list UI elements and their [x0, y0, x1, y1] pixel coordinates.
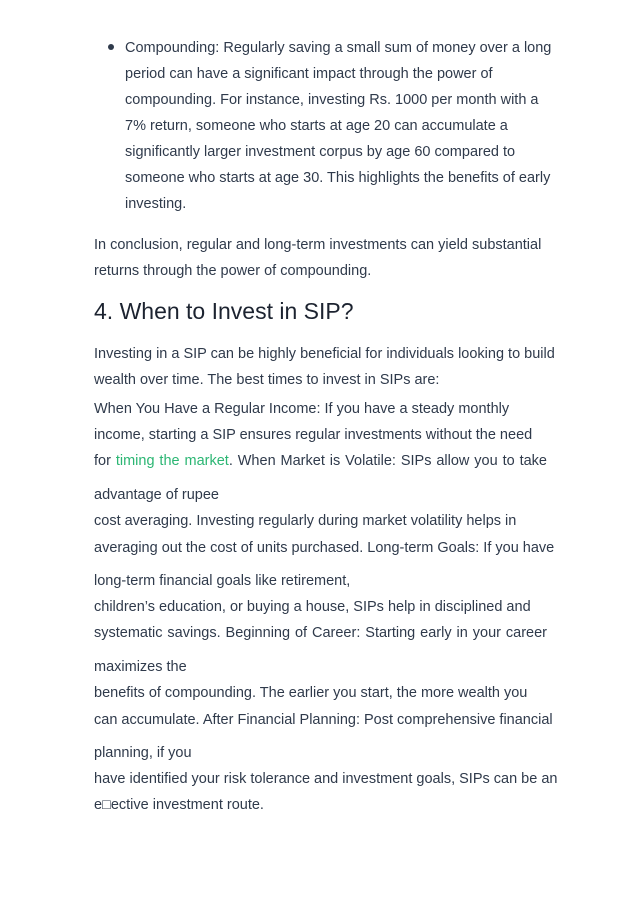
- body-text: . When Market is Volatile: SIPs allow you to take: [228, 453, 547, 469]
- body-line: advantage of rupee: [94, 487, 219, 503]
- body-line-with-link: [94, 452, 547, 470]
- bullet-line: 7% return, someone who starts at age 20 can accumulate a: [125, 118, 508, 134]
- conclusion-line: In conclusion, regular and long-term investments can yield substantial: [94, 237, 542, 253]
- body-line: income, starting a SIP ensures regular investments without the need: [94, 427, 533, 443]
- body-line: can accumulate. After Financial Planning: Post comprehensive financial: [94, 712, 553, 728]
- bullet-dot: [108, 44, 114, 50]
- intro-line: wealth over time. The best times to invest in SIPs are:: [94, 372, 440, 388]
- body-line: have identified your risk tolerance and investment goals, SIPs can be an: [94, 771, 558, 787]
- body-line: systematic savings. Beginning of Career: Starting early in your career: [94, 625, 547, 641]
- body-line: maximizes the: [94, 659, 187, 675]
- bullet-line: compounding. For instance, investing Rs. 1000 per month with a: [125, 92, 539, 108]
- body-line: averaging out the cost of units purchased. Long-term Goals: If you have: [94, 540, 555, 556]
- body-line: cost averaging. Investing regularly during market volatility helps in: [94, 513, 517, 529]
- bullet-line: investing.: [125, 196, 187, 212]
- bullet-line: Compounding: Regularly saving a small sum of money over a long: [125, 40, 552, 56]
- bullet-line: significantly larger investment corpus by age 60 compared to: [125, 144, 516, 160]
- bullet-line: someone who starts at age 30. This highlights the benefits of early: [125, 170, 551, 186]
- body-text: for: [94, 453, 116, 469]
- body-line: e□ective investment route.: [94, 797, 264, 813]
- intro-line: Investing in a SIP can be highly beneficial for individuals looking to build: [94, 346, 555, 362]
- section-heading: 4. When to Invest in SIP?: [94, 298, 354, 324]
- body-line: planning, if you: [94, 745, 192, 761]
- conclusion-line: returns through the power of compounding.: [94, 263, 372, 279]
- body-line: benefits of compounding. The earlier you start, the more wealth you: [94, 685, 528, 701]
- body-line: long-term financial goals like retirement,: [94, 573, 351, 589]
- body-line: When You Have a Regular Income: If you have a steady monthly: [94, 401, 510, 417]
- bullet-line: period can have a significant impact through the power of: [125, 66, 493, 82]
- timing-the-market-link[interactable]: timing the market: [115, 453, 229, 469]
- body-line: children’s education, or buying a house, SIPs help in disciplined and: [94, 599, 531, 615]
